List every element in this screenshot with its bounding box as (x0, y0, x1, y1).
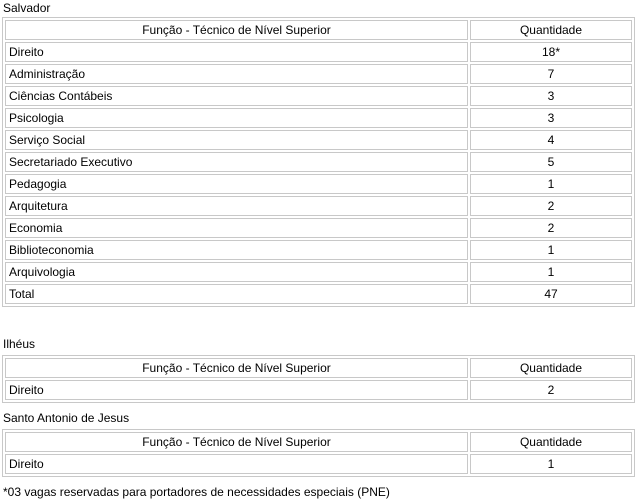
table-row (5, 218, 632, 238)
cell-function: Pedagogia (5, 174, 468, 194)
table-header-row (5, 20, 632, 40)
cell-function: Serviço Social (5, 130, 468, 150)
cell-quantity: 1 (470, 240, 632, 260)
section-title-salvador: Salvador (3, 1, 51, 15)
cell-function: Psicologia (5, 108, 468, 128)
table-row (5, 240, 632, 260)
column-header-function: Função - Técnico de Nível Superior (5, 358, 468, 378)
cell-function: Secretariado Executivo (5, 152, 468, 172)
table-row-total (5, 284, 632, 304)
column-header-quantity: Quantidade (470, 432, 632, 452)
cell-quantity: 1 (470, 262, 632, 282)
cell-quantity: 2 (470, 380, 632, 400)
table-row (5, 196, 632, 216)
table-row (5, 174, 632, 194)
table-header-row (5, 358, 632, 378)
cell-quantity: 4 (470, 130, 632, 150)
table-row (5, 130, 632, 150)
cell-quantity: 1 (470, 454, 632, 474)
cell-function: Direito (5, 454, 468, 474)
column-header-quantity: Quantidade (470, 358, 632, 378)
footnote: *03 vagas reservadas para portadores de necessidades especiais (PNE) (3, 485, 390, 499)
cell-function: Biblioteconomia (5, 240, 468, 260)
cell-function: Arquitetura (5, 196, 468, 216)
table-santo-antonio-de-jesus (2, 429, 635, 477)
table-row (5, 152, 632, 172)
cell-function: Total (5, 284, 468, 304)
table-salvador (2, 17, 635, 307)
section-title-ilheus: Ilhéus (3, 337, 36, 351)
table-row (5, 262, 632, 282)
cell-function: Direito (5, 380, 468, 400)
cell-function: Ciências Contábeis (5, 86, 468, 106)
cell-function: Economia (5, 218, 468, 238)
table-row (5, 108, 632, 128)
table-header-row (5, 432, 632, 452)
cell-function: Administração (5, 64, 468, 84)
table-row (5, 86, 632, 106)
cell-quantity: 18* (470, 42, 632, 62)
section-title-santo-antonio-de-jesus: Santo Antonio de Jesus (3, 411, 130, 425)
cell-quantity: 3 (470, 108, 632, 128)
column-header-function: Função - Técnico de Nível Superior (5, 432, 468, 452)
table-row (5, 380, 632, 400)
cell-quantity: 1 (470, 174, 632, 194)
cell-function: Arquivologia (5, 262, 468, 282)
table-row (5, 42, 632, 62)
column-header-function: Função - Técnico de Nível Superior (5, 20, 468, 40)
cell-quantity: 47 (470, 284, 632, 304)
cell-quantity: 7 (470, 64, 632, 84)
table-row (5, 454, 632, 474)
cell-quantity: 5 (470, 152, 632, 172)
cell-quantity: 2 (470, 196, 632, 216)
table-ilheus (2, 355, 635, 403)
table-row (5, 64, 632, 84)
cell-function: Direito (5, 42, 468, 62)
column-header-quantity: Quantidade (470, 20, 632, 40)
cell-quantity: 2 (470, 218, 632, 238)
cell-quantity: 3 (470, 86, 632, 106)
